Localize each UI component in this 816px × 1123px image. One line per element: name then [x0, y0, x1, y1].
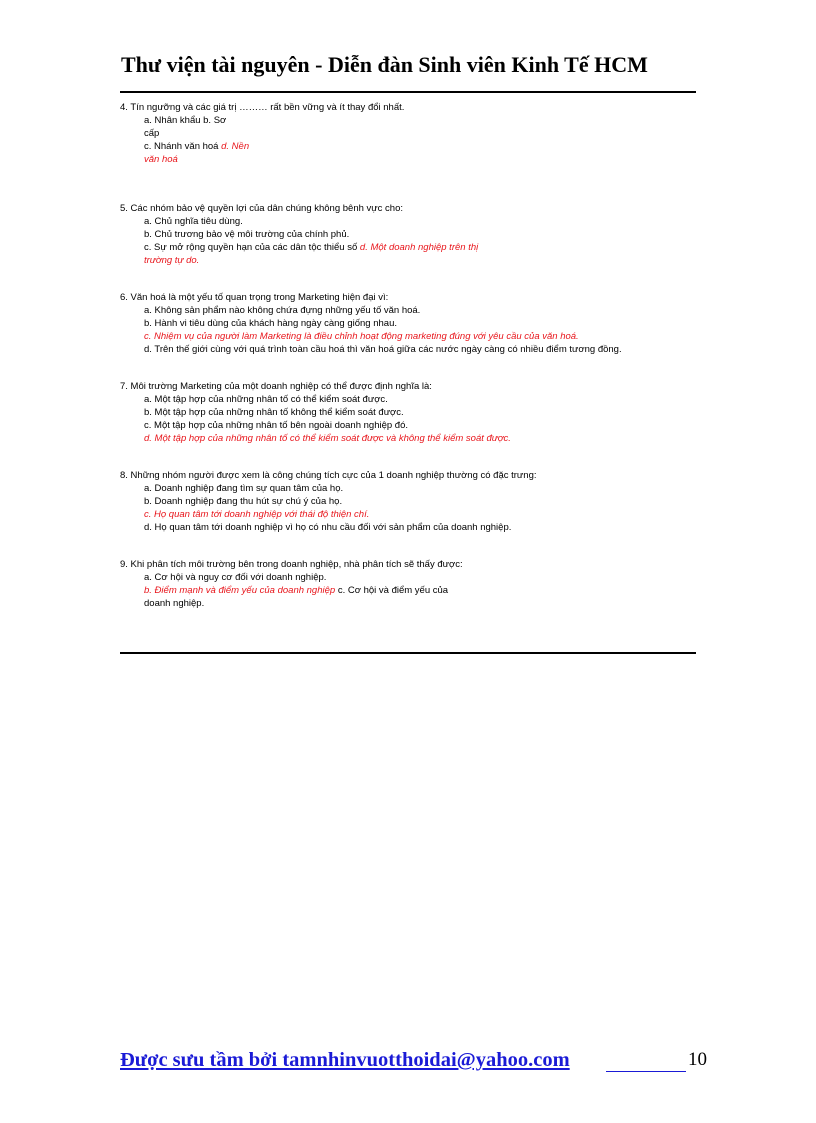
option-a: a. Chủ nghĩa tiêu dùng.: [144, 216, 243, 227]
correct-answer-d: d. Một tập hợp của những nhân tố có thể kiểm soát được và không thể kiểm soát được.: [144, 433, 511, 444]
option-b: b. Chủ trương bảo vệ môi trường của chính phủ.: [144, 229, 350, 240]
correct-answer-d: d. Một doanh nghiệp trên thị: [359, 242, 479, 253]
option-c-d: [144, 241, 710, 254]
correct-answer-c: c. Nhiệm vụ của người làm Marketing là điều chỉnh hoạt động marketing đúng với yêu cầu của văn hoá.: [144, 331, 579, 342]
option-c-wrap: doanh nghiệp.: [144, 598, 205, 609]
option-a-b: a. Nhân khẩu b. Sơ: [144, 115, 227, 126]
question-8: [120, 469, 710, 534]
question-9: [120, 558, 710, 610]
option-d: d. Họ quan tâm tới doanh nghiệp vì họ có nhu cầu đối với sản phẩm của doanh nghiệp.: [144, 522, 512, 533]
correct-answer-c: c. Họ quan tâm tới doanh nghiệp với thái độ thiện chí.: [144, 509, 370, 520]
option-b-wrap: cấp: [144, 128, 160, 139]
question-4: [120, 101, 710, 166]
option-c-d: [144, 140, 710, 153]
quiz-content: [120, 101, 710, 634]
correct-answer-d: d. Nền: [221, 141, 250, 152]
option-a: a. Doanh nghiệp đang tìm sự quan tâm của họ.: [144, 483, 344, 494]
correct-answer-d-wrap: văn hoá: [144, 154, 178, 165]
option-c: c. Nhánh văn hoá: [144, 141, 222, 152]
footer-credit-link[interactable]: Được sưu tầm bởi tamnhinvuotthoidai@yahoo.com: [120, 1049, 570, 1071]
option-b: b. Doanh nghiệp đang thu hút sự chú ý của họ.: [144, 496, 343, 507]
option-b: b. Một tập hợp của những nhân tố không thể kiểm soát được.: [144, 407, 404, 418]
option-c: c. Sự mở rộng quyền hạn của các dân tộc thiểu số: [144, 242, 360, 253]
option-c: c. Một tập hợp của những nhân tố bên ngoài doanh nghiệp đó.: [144, 420, 409, 431]
question-stem: 7. Môi trường Marketing của một doanh nghiệp có thể được định nghĩa là:: [120, 381, 432, 392]
question-5: [120, 202, 710, 267]
option-a: a. Không sản phẩm nào không chứa đựng những yếu tố văn hoá.: [144, 305, 421, 316]
option-b-c: [144, 584, 710, 597]
correct-answer-d-wrap: trường tự do.: [144, 255, 200, 266]
question-stem: 9. Khi phân tích môi trường bên trong doanh nghiệp, nhà phân tích sẽ thấy được:: [120, 559, 463, 570]
option-b: b. Hành vi tiêu dùng của khách hàng ngày càng giống nhau.: [144, 318, 397, 329]
page-header-title: Thư viện tài nguyên - Diễn đàn Sinh viên Kinh Tế HCM: [121, 52, 648, 77]
question-stem: 6. Văn hoá là một yếu tố quan trọng trong Marketing hiện đại vì:: [120, 292, 389, 303]
option-a: a. Một tập hợp của những nhân tố có thể kiểm soát được.: [144, 394, 388, 405]
question-stem: 5. Các nhóm bảo vệ quyền lợi của dân chúng không bênh vực cho:: [120, 203, 403, 214]
footer-underline-extension: [606, 1071, 686, 1072]
correct-answer-b: b. Điểm mạnh và điểm yếu của doanh nghiệp: [144, 585, 336, 596]
header-divider: [120, 91, 696, 93]
question-7: [120, 380, 710, 445]
option-d: d. Trên thế giới cùng với quá trình toàn cầu hoá thì văn hoá giữa các nước ngày càng có nhiều điểm tương đồng.: [144, 344, 622, 355]
question-stem: 4. Tín ngưỡng và các giá trị ……… rất bền vững và ít thay đổi nhất.: [120, 102, 405, 113]
content-end-divider: [120, 652, 696, 654]
page-number: 10: [688, 1049, 707, 1070]
question-6: [120, 291, 710, 356]
option-c: c. Cơ hội và điểm yếu của: [335, 585, 449, 596]
option-a: a. Cơ hội và nguy cơ đối với doanh nghiệp.: [144, 572, 327, 583]
question-stem: 8. Những nhóm người được xem là công chúng tích cực của 1 doanh nghiệp thường có đặc trưng:: [120, 470, 537, 481]
